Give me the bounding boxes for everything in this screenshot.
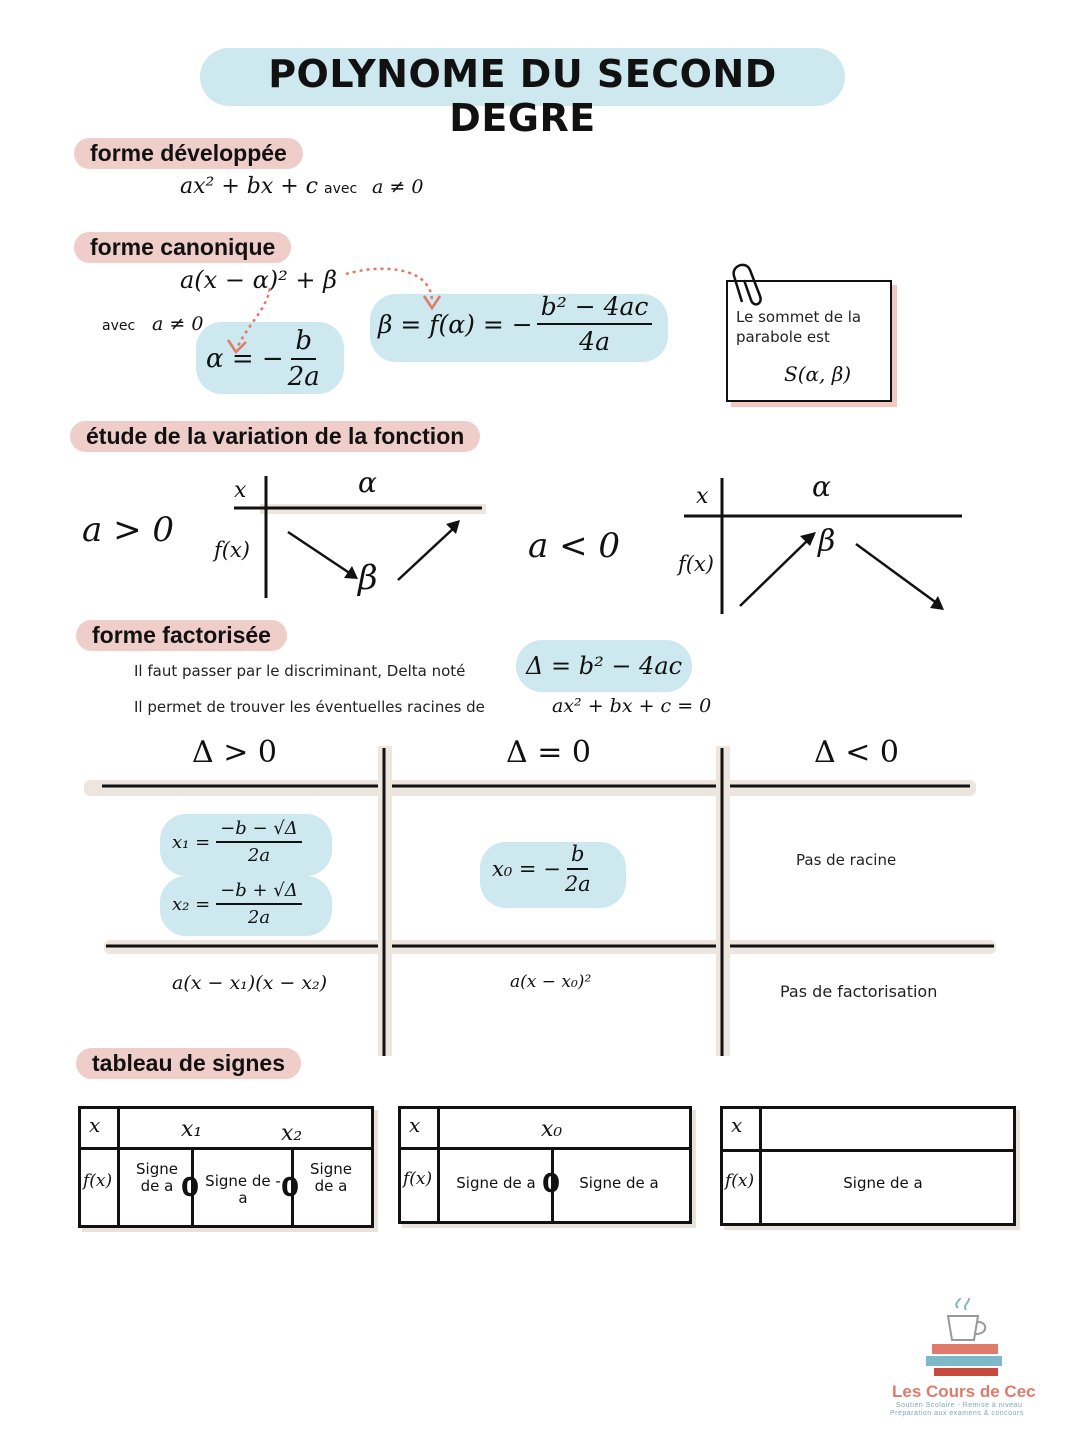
logo-tagline-1: Soutien Scolaire - Remise à niveau <box>896 1402 1023 1409</box>
sign-table-one-root <box>398 1106 692 1224</box>
x1-fraction <box>216 818 302 866</box>
dotted-arrows <box>220 262 450 362</box>
factorisee-line1: Il faut passer par le discriminant, Delta noté <box>134 662 466 680</box>
logo-tagline-2: Préparation aux examens & concours <box>890 1410 1024 1417</box>
heading-forme-developpee: forme développée <box>74 138 303 169</box>
page-title: POLYNOME DU SECOND DEGRE <box>268 52 777 140</box>
variation-pos-beta: β <box>358 558 378 598</box>
developpee-avec: avec <box>324 181 358 197</box>
sign-table-3-fx: f(x) <box>725 1171 755 1191</box>
x0-formula <box>492 842 591 896</box>
x2-lhs: x₂ = <box>172 893 211 915</box>
sign-table-2-zero: 0 <box>542 1169 561 1199</box>
sign-table-2-x0: x₀ <box>541 1117 563 1142</box>
heading-tableau-signes: tableau de signes <box>76 1048 301 1079</box>
x0-numerator: b <box>567 842 588 870</box>
arrow-to-alpha-head <box>228 340 246 352</box>
coffee-books-logo-icon <box>922 1298 1012 1380</box>
arrow-to-beta <box>346 269 432 300</box>
alpha-numerator: b <box>291 326 316 360</box>
heading-forme-canonique: forme canonique <box>74 232 291 263</box>
col-delta-positive: Δ > 0 <box>192 735 277 770</box>
developpee-formula: ax² + bx + c <box>180 174 318 199</box>
developpee-condition: a ≠ 0 <box>372 176 424 198</box>
sign-table-3-header-col <box>759 1109 762 1223</box>
alpha-denominator: 2a <box>287 362 320 392</box>
arrow-to-alpha <box>238 288 270 346</box>
variation-pos-x: x <box>234 478 247 503</box>
x1-denominator: 2a <box>247 845 271 866</box>
sign-table-2-x: x <box>409 1113 421 1137</box>
sign-table-2-header-col <box>437 1109 440 1221</box>
heading-forme-factorisee: forme factorisée <box>76 620 287 651</box>
sign-table-no-root <box>720 1106 1016 1226</box>
canonique-avec: avec <box>102 318 136 334</box>
sign-table-1-cell-1: Signe de a <box>136 1160 178 1195</box>
sign-table-1-hline <box>81 1147 371 1150</box>
x0-fraction <box>565 842 591 896</box>
beta-fraction <box>537 292 653 356</box>
x2-formula <box>172 880 302 928</box>
col-delta-zero: Δ = 0 <box>506 735 591 770</box>
sign-table-two-roots <box>78 1106 374 1228</box>
beta-numerator: b² − 4ac <box>537 292 653 325</box>
sign-table-2-fx: f(x) <box>403 1169 433 1189</box>
variation-neg-fx: f(x) <box>678 552 715 576</box>
beta-lhs: β = f(α) = − <box>378 309 533 339</box>
sign-table-1-x: x <box>89 1113 101 1137</box>
variation-table-positive <box>210 470 490 610</box>
factorisation-one-root: a(x − x₀)² <box>510 972 592 992</box>
variation-neg-alpha: α <box>812 470 831 503</box>
variation-neg-x: x <box>696 484 709 509</box>
sign-table-1-zero-2: 0 <box>281 1173 300 1203</box>
delta-formula: Δ = b² − 4ac <box>526 652 683 680</box>
x2-numerator: −b + √Δ <box>216 880 302 905</box>
note-line2: parabole est <box>736 328 830 346</box>
sign-table-3-hline <box>723 1149 1013 1152</box>
factorisee-equation: ax² + bx + c = 0 <box>552 695 712 717</box>
heading-variation: étude de la variation de la fonction <box>70 421 480 452</box>
paperclip-icon <box>728 262 772 314</box>
x1-formula <box>172 818 302 866</box>
canonique-condition: a ≠ 0 <box>152 313 204 335</box>
variation-neg-beta: β <box>818 524 836 559</box>
sign-table-1-cell-2: Signe de -a <box>205 1172 281 1207</box>
variation-neg-condition: a < 0 <box>528 526 621 566</box>
sign-table-3-x: x <box>731 1113 743 1137</box>
note-line1: Le sommet de la <box>736 308 862 326</box>
no-root-text: Pas de racine <box>796 851 897 869</box>
canonique-formula: a(x − α)² + β <box>180 266 338 294</box>
logo-name: Les Cours de Cec <box>892 1382 1036 1401</box>
x0-denominator: 2a <box>564 872 591 896</box>
variation-pos-fx: f(x) <box>214 538 251 562</box>
sign-table-2-cell-2: Signe de a <box>579 1174 659 1192</box>
sign-table-1-x2: x₂ <box>281 1121 303 1146</box>
x1-numerator: −b − √Δ <box>216 818 302 843</box>
sign-table-2-cell-1: Signe de a <box>456 1174 536 1192</box>
col-delta-negative: Δ < 0 <box>814 735 899 770</box>
sign-table-1-zero-1: 0 <box>181 1173 200 1203</box>
sign-table-2-hline <box>401 1147 689 1150</box>
sign-table-1-header-col <box>117 1109 120 1225</box>
x0-lhs: x₀ = − <box>492 857 561 881</box>
sign-table-1-fx: f(x) <box>83 1171 113 1191</box>
sign-table-3-cell: Signe de a <box>843 1174 923 1192</box>
x2-denominator: 2a <box>247 907 271 928</box>
factorisation-two-roots: a(x − x₁)(x − x₂) <box>172 972 328 994</box>
variation-pos-condition: a > 0 <box>82 510 175 550</box>
beta-denominator: 4a <box>579 327 610 356</box>
alpha-lhs: α = − <box>206 344 284 374</box>
note-formula: S(α, β) <box>784 362 852 386</box>
x1-lhs: x₁ = <box>172 831 211 853</box>
factorisee-line2: Il permet de trouver les éventuelles racines de <box>134 698 485 716</box>
no-factorisation-text: Pas de factorisation <box>780 982 938 1001</box>
sign-table-1-cell-3: Signe de a <box>310 1160 352 1195</box>
x2-fraction <box>216 880 302 928</box>
variation-pos-alpha: α <box>358 466 377 499</box>
sign-table-1-x1: x₁ <box>181 1117 203 1142</box>
